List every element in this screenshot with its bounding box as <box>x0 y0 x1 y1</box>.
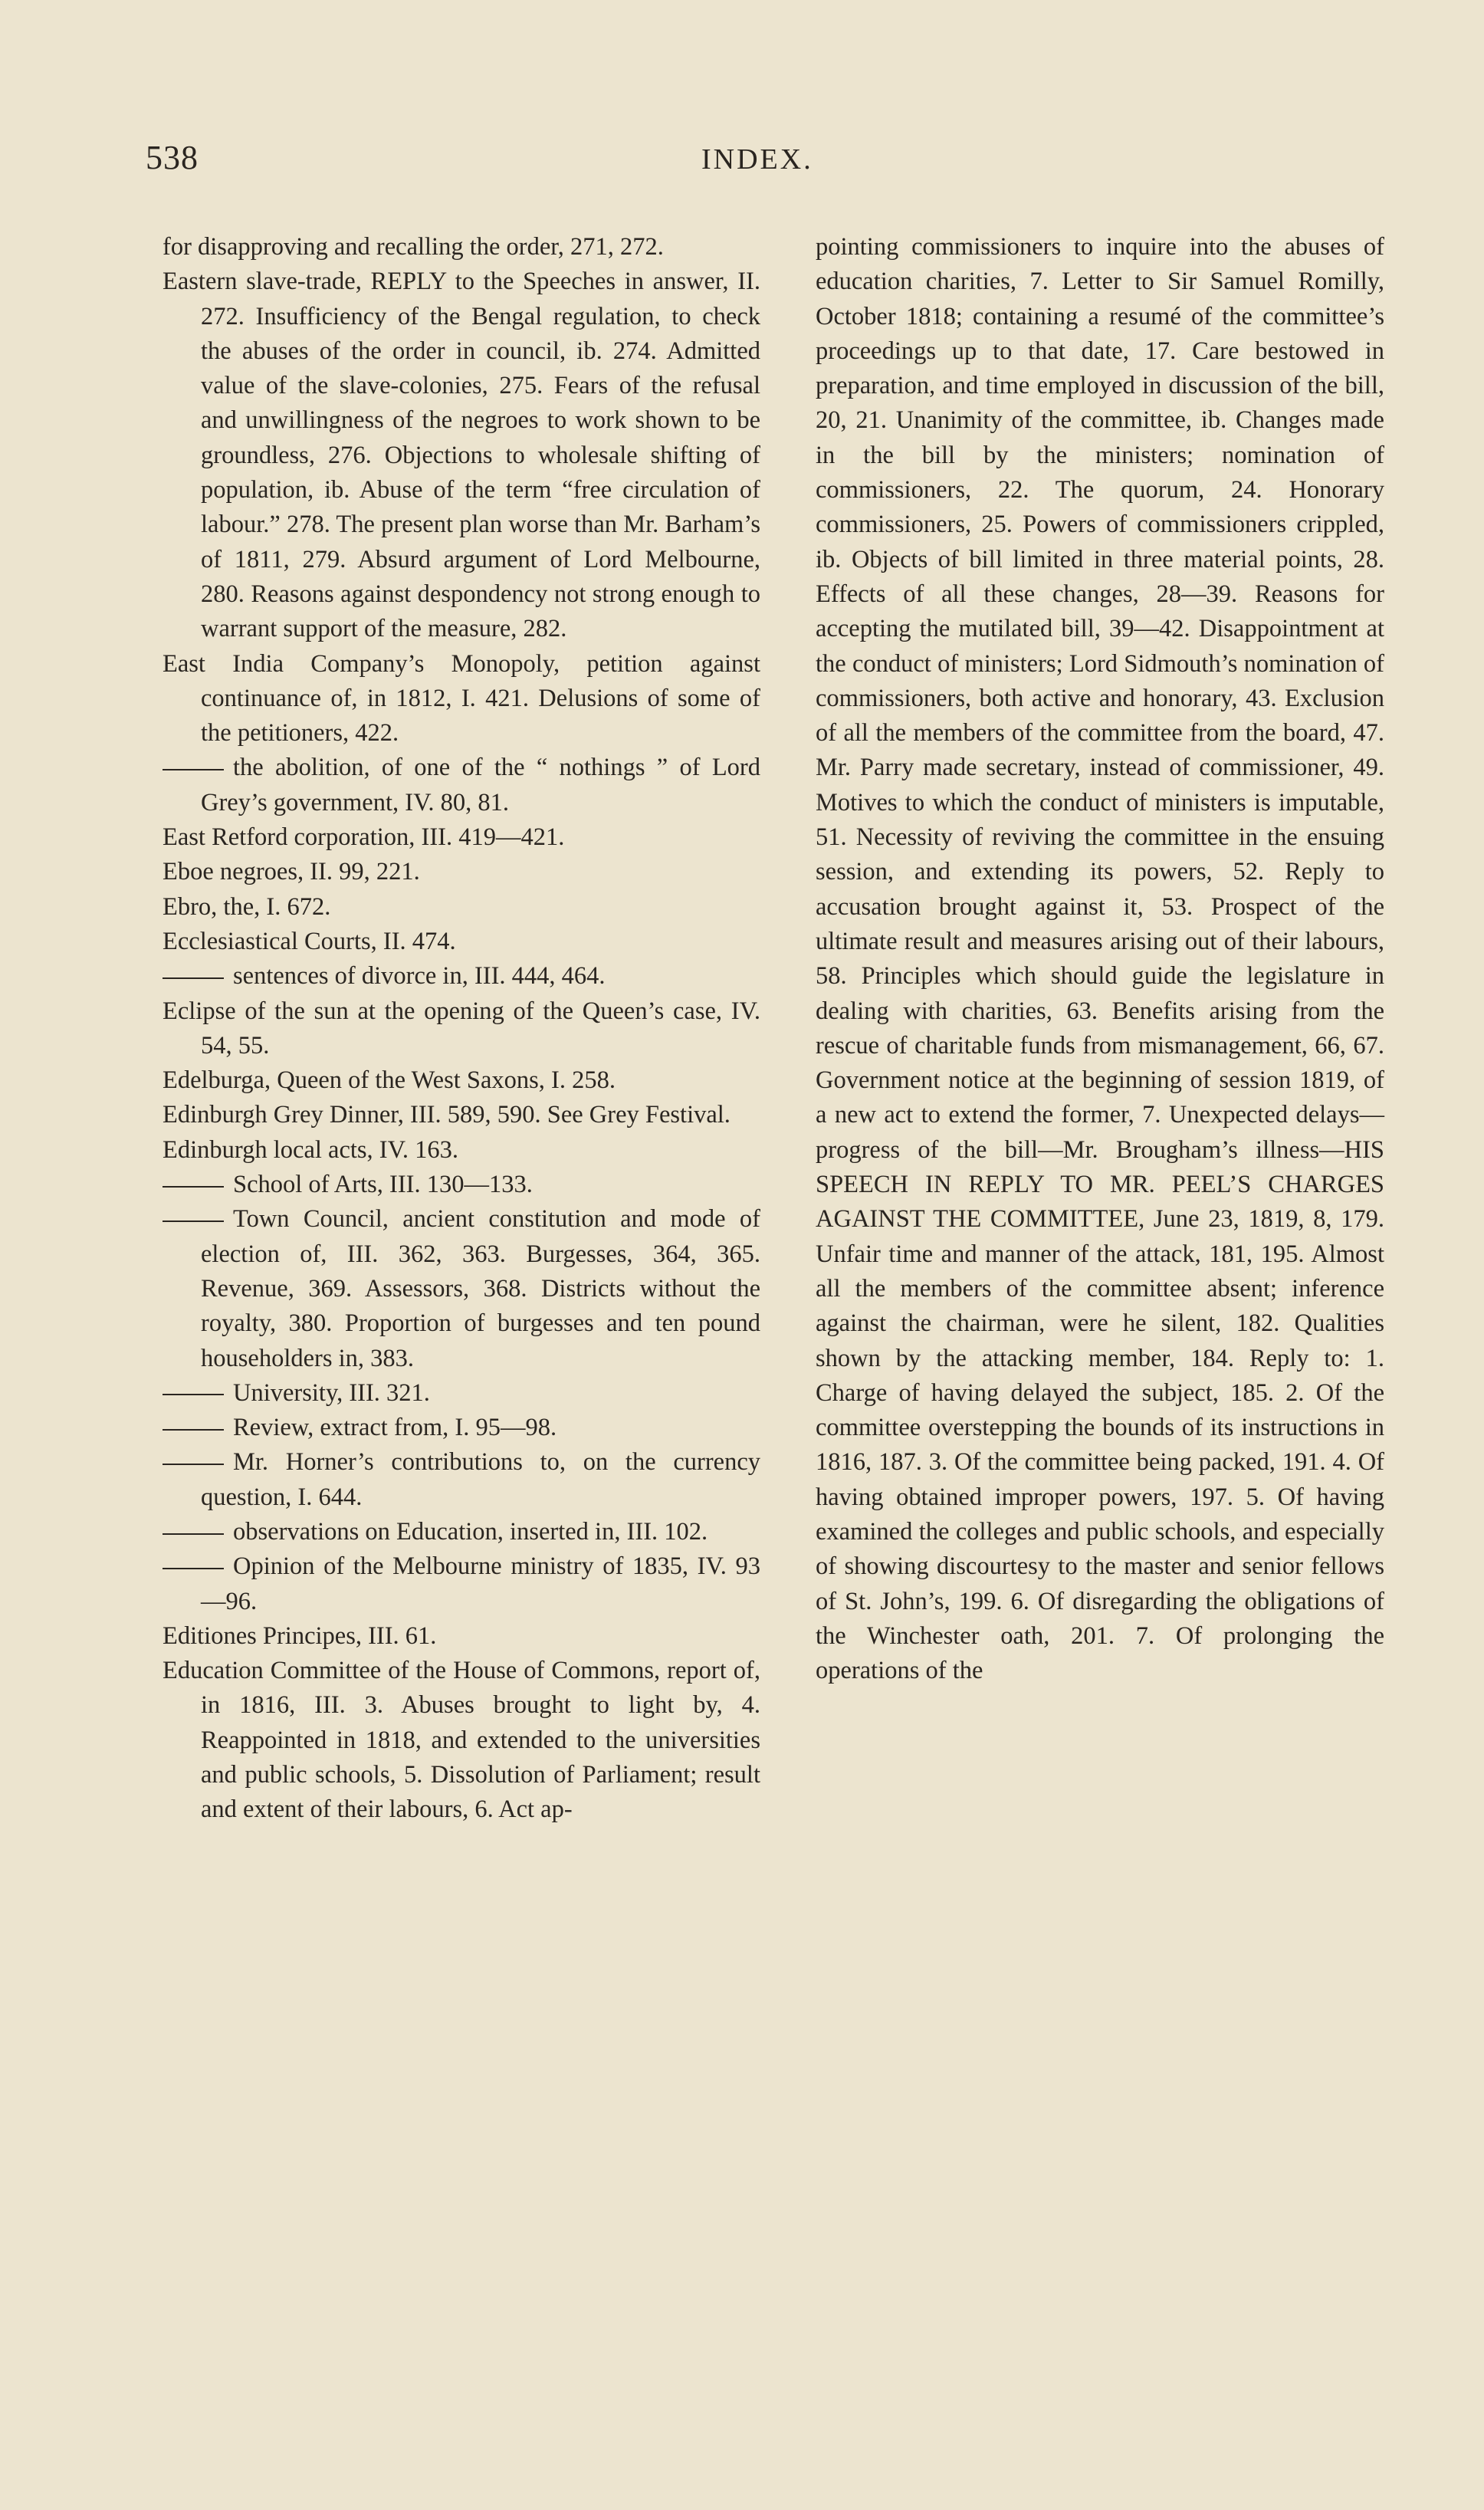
index-entry-text: School of Arts, III. 130—133. <box>233 1171 533 1199</box>
index-entry-text: Education Committee of the House of Commons, report of, in 1816, III. 3. Abuses brought to light by, 4. Reappointed in 1818, and extended to the universities and public schools, 5. Dissolution of Parliament; result and extent of their labours, 6. Act ap- <box>163 1657 760 1824</box>
index-entry-text: Editiones Principes, III. 61. <box>163 1621 437 1650</box>
index-entry <box>163 855 760 889</box>
index-entry <box>163 890 760 925</box>
index-entry-text: Opinion of the Melbourne ministry of 1835, IV. 93—96. <box>201 1552 760 1615</box>
ditto-dash <box>163 1568 224 1569</box>
index-entry <box>163 820 760 855</box>
index-entry <box>163 1168 760 1202</box>
index-entry-text: Ebro, the, I. 672. <box>163 892 331 921</box>
index-entry-text: Town Council, ancient constitution and mode of election of, III. 362, 363. Burgesses, 364, 365. Revenue, 369. Assessors, 368. Districts without the royalty, 380. Proportion of burgesses and ten pound householders in, 383. <box>201 1205 760 1372</box>
left-column <box>163 230 760 1828</box>
index-entry <box>163 1445 760 1515</box>
index-entry <box>163 1411 760 1445</box>
index-entry <box>163 1098 760 1132</box>
index-entry-text: University, III. 321. <box>233 1378 430 1407</box>
right-column <box>816 230 1384 1688</box>
index-entry-text: Ecclesiastical Courts, II. 474. <box>163 927 456 955</box>
index-entry <box>163 1549 760 1619</box>
page-number: 538 <box>146 139 199 176</box>
index-entry <box>163 1376 760 1411</box>
index-entry-text: observations on Education, inserted in, III. 102. <box>233 1517 708 1546</box>
ditto-dash <box>163 1533 224 1535</box>
index-entry-text: East Retford corporation, III. 419—421. <box>163 823 565 852</box>
ditto-dash <box>163 1186 224 1188</box>
ditto-dash <box>163 1464 224 1465</box>
index-entry <box>163 1133 760 1168</box>
index-entry <box>163 1619 760 1654</box>
running-title: INDEX. <box>701 143 813 176</box>
index-entry <box>163 751 760 820</box>
ditto-dash <box>163 769 224 770</box>
index-entry-text: for disapproving and recalling the order, 271, 272. <box>163 233 664 261</box>
index-entry-text: Eboe negroes, II. 99, 221. <box>163 858 420 886</box>
index-entry-continuation: pointing commissioners to inquire into the abuses of education charities, 7. Letter to Sir Samuel Romilly, October 1818; containing a resumé of the committee’s proceedings up to that date, 17. Care bestowed in preparation, and time employed in discussion of the bill, 20, 21. Unanimity of the committee, ib. Changes made in the bill by the ministers; nomination of commissioners, 22. The quorum, 24. Honorary commissioners, 25. Powers of commissioners crippled, ib. Objects of bill limited in three material points, 28. Effects of all these changes, 28—39. Reasons for accepting the mutilated bill, 39—42. Disappointment at the conduct of ministers; Lord Sidmouth’s nomination of commissioners, both active and honorary, 43. Exclusion of all the members of the committee from the board, 47. Mr. Parry made secretary, instead of commissioner, 49. Motives to which the conduct of ministers is imputable, 51. Necessity of reviving the committee in the ensuing session, and extending its powers, 52. Reply to accusation brought against it, 53. Prospect of the ultimate result and measures arising out of their labours, 58. Principles which should guide the legislature in dealing with charities, 63. Benefits arising from the rescue of charitable funds from mismanagement, 66, 67. Government notice at the beginning of session 1819, of a new act to extend the former, 7. Unexpected delays—progress of the bill—Mr. Brougham’s illness—HIS SPEECH IN REPLY TO MR. PEEL’S CHARGES AGAINST THE COMMITTEE, June 23, 1819, 8, 179. Unfair time and manner of the attack, 181, 195. Almost all the members of the committee absent; inference against the chairman, were he silent, 182. Qualities shown by the attacking member, 184. Reply to: 1. Charge of having delayed the subject, 185. 2. Of the committee overstepping the bounds of its instructions in 1816, 187. 3. Of the committee being packed, 191. 4. Of having obtained improper powers, 197. 5. Of having examined the colleges and public schools, and especially of showing discourtesy to the master and senior fellows of St. John’s, 199. 6. Of disregarding the obligations of the Winchester oath, 201. 7. Of prolonging the operations of the <box>816 233 1384 1685</box>
index-entry-text: the abolition, of one of the “ nothings ” of Lord Grey’s government, IV. 80, 81. <box>201 754 760 816</box>
index-entry <box>163 1515 760 1549</box>
index-entry <box>163 1654 760 1827</box>
index-entry <box>163 994 760 1064</box>
ditto-dash <box>163 977 224 979</box>
page-header <box>0 138 1484 184</box>
index-entry-text: Edinburgh local acts, IV. 163. <box>163 1135 459 1164</box>
ditto-dash <box>163 1221 224 1222</box>
index-entry <box>163 1202 760 1375</box>
index-entry-text: Eclipse of the sun at the opening of the Queen’s case, IV. 54, 55. <box>163 997 760 1060</box>
index-entry-text: Edelburga, Queen of the West Saxons, I. 258. <box>163 1066 616 1095</box>
index-entry-text: East India Company’s Monopoly, petition against continuance of, in 1812, I. 421. Delusions of some of the petitioners, 422. <box>163 649 760 747</box>
index-entry-text: Review, extract from, I. 95—98. <box>233 1414 557 1442</box>
index-entry <box>163 647 760 751</box>
ditto-dash <box>163 1429 224 1431</box>
index-entry <box>163 1063 760 1098</box>
index-entry <box>163 230 760 264</box>
index-entry <box>163 925 760 959</box>
index-entry <box>163 959 760 994</box>
index-entry-text: Edinburgh Grey Dinner, III. 589, 590. See Grey Festival. <box>163 1101 731 1129</box>
ditto-dash <box>163 1394 224 1395</box>
index-entry-text: sentences of divorce in, III. 444, 464. <box>233 962 606 991</box>
index-entry <box>163 264 760 646</box>
index-entry-text: Mr. Horner’s contributions to, on the currency question, I. 644. <box>201 1448 760 1511</box>
index-entry-text: Eastern slave-trade, REPLY to the Speeches in answer, II. 272. Insufficiency of the Bengal regulation, to check the abuses of the order in council, ib. 274. Admitted value of the slave-colonies, 275. Fears of the refusal and unwillingness of the negroes to work shown to be groundless, 276. Objections to wholesale shifting of population, ib. Abuse of the term “free circulation of labour.” 278. The present plan worse than Mr. Barham’s of 1811, 279. Absurd argument of Lord Melbourne, 280. Reasons against despondency not strong enough to warrant support of the measure, 282. <box>163 268 760 643</box>
